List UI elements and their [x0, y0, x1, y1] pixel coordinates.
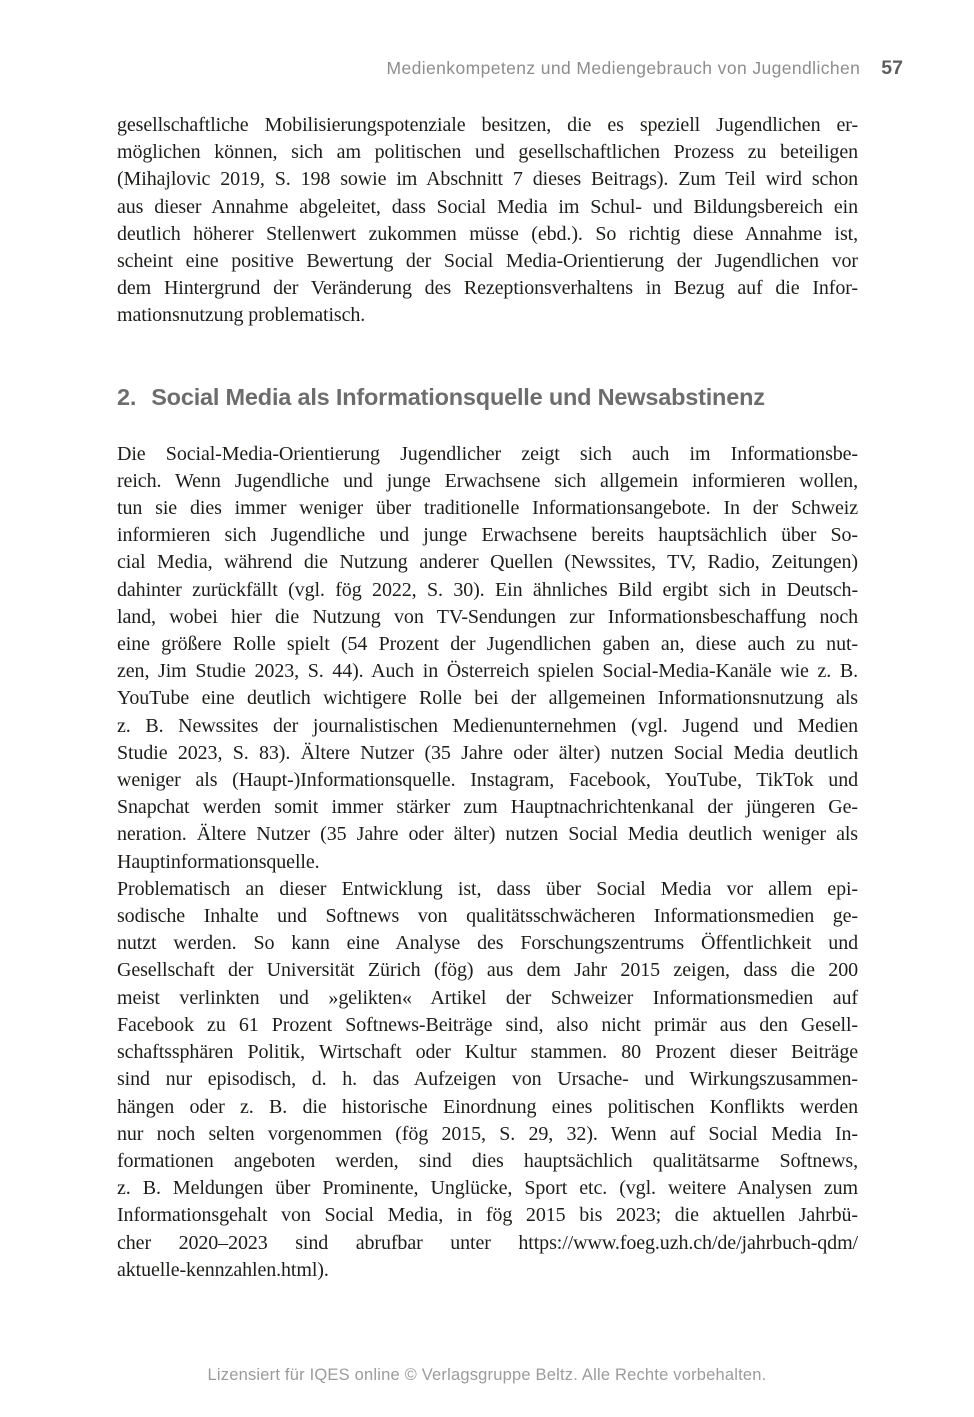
text-line: Informationsgehalt von Social Media, in fög 2015 bis 2023; die aktuellen Jahrbü- [117, 1204, 858, 1227]
text-line: tun sie dies immer weniger über traditionelle Informationsangebote. In der Schweiz [117, 497, 858, 520]
text-line: YouTube eine deutlich wichtigere Rolle bei der allgemeinen Informationsnutzung als [117, 687, 858, 710]
text-line: cher 2020–2023 sind abrufbar unter https://www.foeg.uzh.ch/de/jahrbuch-qdm/ [117, 1231, 858, 1254]
text-line: sind nur episodisch, d. h. das Aufzeigen von Ursache- und Wirkungszusammen- [117, 1068, 858, 1091]
text-line: sodische Inhalte und Softnews von qualitätsschwächeren Informationsmedien ge- [117, 905, 858, 928]
text-line: gesellschaftliche Mobilisierungspotenziale besitzen, die es speziell Jugendlichen er- [117, 114, 858, 136]
text-line: aus dieser Annahme abgeleitet, dass Social Media im Schul- und Bildungsbereich ein [117, 195, 858, 218]
text-line: nur noch selten vorgenommen (fög 2015, S. 29, 32). Wenn auf Social Media In- [117, 1122, 858, 1145]
text-line: deutlich höherer Stellenwert zukommen müsse (ebd.). So richtig diese Annahme ist, [117, 222, 858, 245]
page-footer [0, 1366, 974, 1385]
text-line: Facebook zu 61 Prozent Softnews-Beiträge sind, also nicht primär aus den Gesell- [117, 1013, 858, 1036]
text-line: Snapchat werden somit immer stärker zum Hauptnachrichtenkanal der jüngeren Ge- [117, 796, 858, 819]
section-title: Social Media als Informationsquelle und Newsabstinenz [151, 383, 765, 410]
text-line: möglichen können, sich am politischen und gesellschaftlichen Prozess zu beteiligen [117, 141, 858, 164]
text-line: z. B. Meldungen über Prominente, Unglücke, Sport etc. (vgl. weitere Analysen zum [117, 1177, 858, 1200]
section-number: 2. [117, 383, 137, 410]
text-line: eine größere Rolle spielt (54 Prozent der Jugendlichen gaben an, diese auch zu nut- [117, 633, 858, 656]
text-line: Studie 2023, S. 83). Ältere Nutzer (35 Jahre oder älter) nutzen Social Media deutlich [117, 741, 858, 764]
text-line: dem Hintergrund der Veränderung des Rezeptionsverhaltens in Bezug auf die Infor- [117, 277, 858, 300]
text-line: weniger als (Haupt-)Informationsquelle. Instagram, Facebook, YouTube, TikTok und [117, 769, 858, 792]
section-heading [117, 382, 858, 412]
paragraph-social-media-informationsquelle [117, 441, 858, 876]
text-line: neration. Ältere Nutzer (35 Jahre oder älter) nutzen Social Media deutlich weniger als [117, 823, 858, 846]
text-line: land, wobei hier die Nutzung von TV-Sendungen zur Informationsbeschaffung noch [117, 605, 858, 628]
text-line: hängen oder z. B. die historische Einordnung eines politischen Konflikts werden [117, 1095, 858, 1118]
text-line: nutzt werden. So kann eine Analyse des Forschungszentrums Öffentlichkeit und [117, 932, 858, 955]
text-line: informieren sich Jugendliche und junge Erwachsene bereits hauptsächlich über So- [117, 524, 858, 547]
paragraph-problematisch [117, 876, 858, 1284]
text-line: Hauptinformationsquelle. [117, 850, 320, 873]
text-line: dahinter zurückfällt (vgl. fög 2022, S. 30). Ein ähnliches Bild ergibt sich in Deutsch- [117, 578, 858, 601]
page-body [117, 0, 858, 1284]
text-line: formationen angeboten werden, sind dies hauptsächlich qualitätsarme Softnews, [117, 1149, 858, 1172]
text-line: scheint eine positive Bewertung der Social Media-Orientierung der Jugendlichen vor [117, 250, 858, 273]
running-head-title: Medienkompetenz und Mediengebrauch von Jugendlichen [386, 58, 861, 78]
paragraph-intro [117, 112, 858, 330]
text-line: Die Social-Media-Orientierung Jugendlicher zeigt sich auch im Informationsbe- [117, 442, 858, 465]
text-line: z. B. Newssites der journalistischen Medienunternehmen (vgl. Jugend und Medien [117, 714, 858, 737]
text-line: reich. Wenn Jugendliche und junge Erwachsene sich allgemein informieren wollen, [117, 469, 858, 492]
text-line: schaftssphären Politik, Wirtschaft oder Kultur stammen. 80 Prozent dieser Beiträge [117, 1041, 858, 1064]
text-line: mationsnutzung problematisch. [117, 304, 366, 327]
license-text: Lizensiert für IQES online © Verlagsgruppe Beltz. Alle Rechte vorbehalten. [207, 1366, 767, 1384]
text-line: Gesellschaft der Universität Zürich (fög) aus dem Jahr 2015 zeigen, dass die 200 [117, 959, 858, 982]
text-line: zen, Jim Studie 2023, S. 44). Auch in Österreich spielen Social-Media-Kanäle wie z. B. [117, 660, 858, 683]
text-line: Problematisch an dieser Entwicklung ist, dass über Social Media vor allem epi- [117, 877, 858, 900]
text-line: meist verlinkten und »gelikten« Artikel der Schweizer Informationsmedien auf [117, 986, 858, 1009]
text-line: aktuelle-kennzahlen.html). [117, 1258, 329, 1281]
page-number: 57 [881, 57, 903, 79]
text-line: cial Media, während die Nutzung anderer Quellen (Newssites, TV, Radio, Zeitungen) [117, 551, 858, 574]
text-line: (Mihajlovic 2019, S. 198 sowie im Abschnitt 7 dieses Beitrags). Zum Teil wird schon [117, 168, 858, 191]
